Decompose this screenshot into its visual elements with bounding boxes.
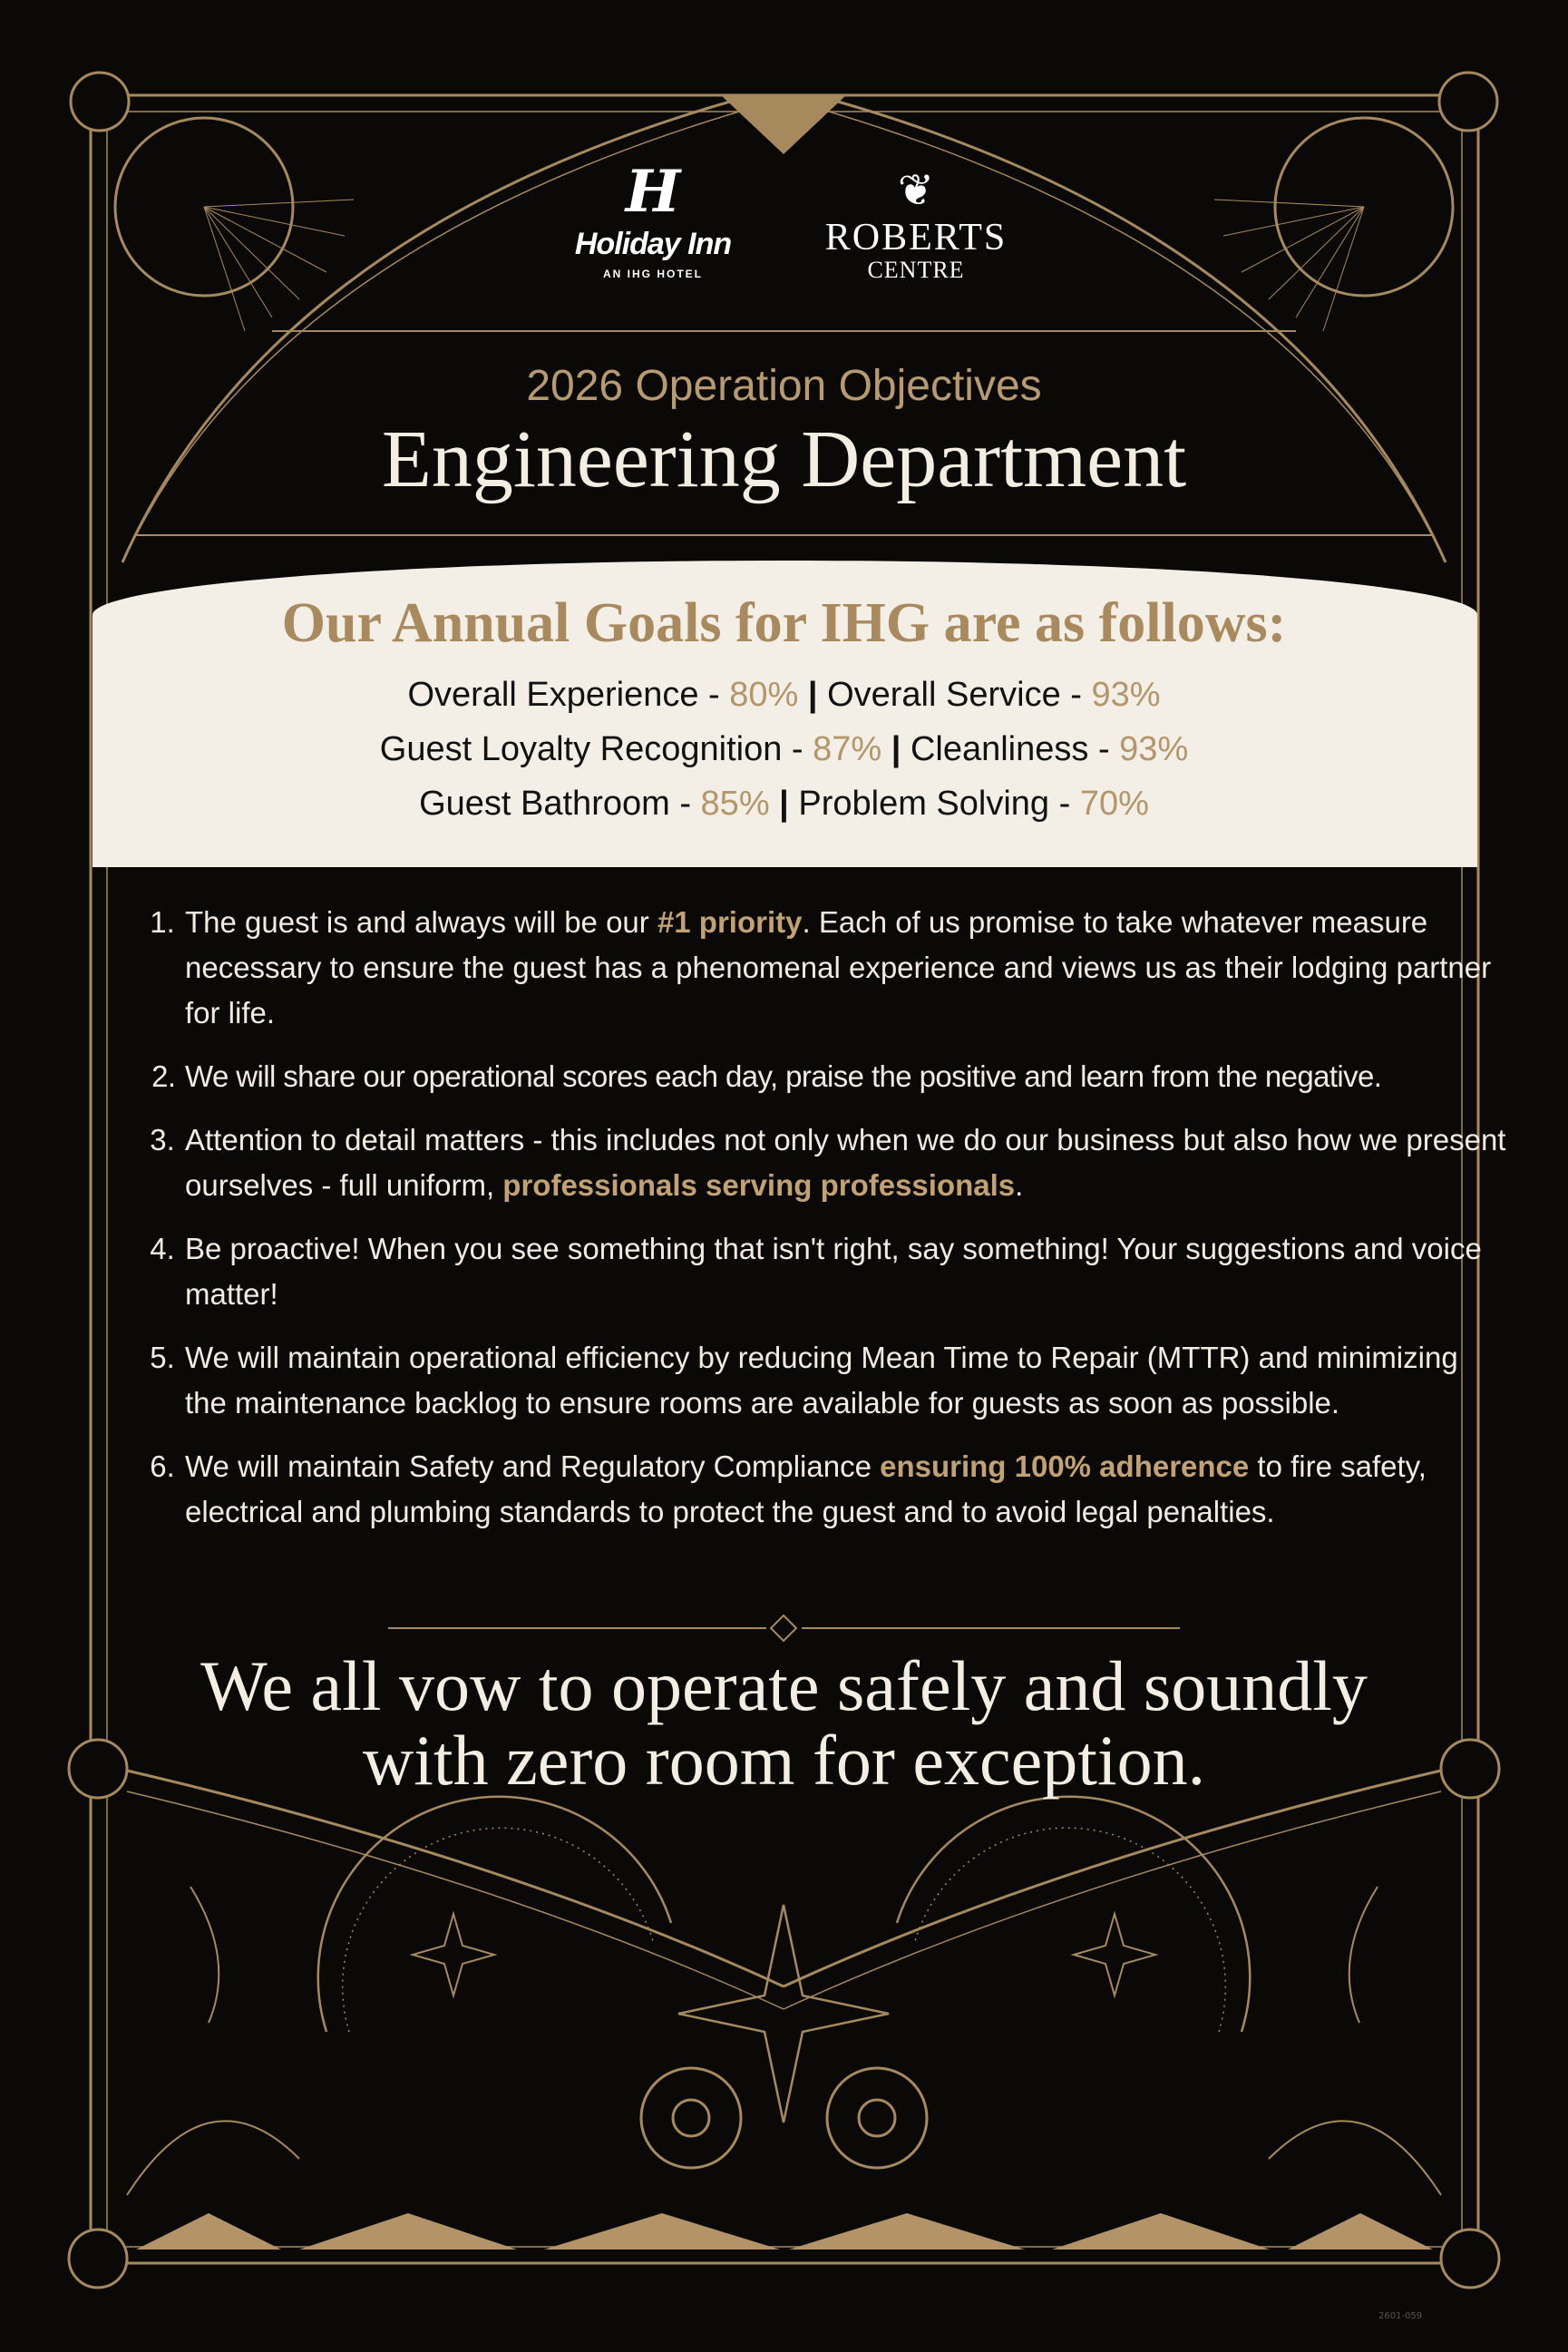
roberts-centre-flower-icon: ❦ [897, 165, 935, 216]
goal-separator: | [779, 785, 789, 823]
list-item: 4. Be proactive! When you see something that isn't right, say something! Your suggestions and voice matter! [183, 1226, 1507, 1317]
list-item: 1. The guest is and always will be our #1 priority. Each of us promise to take whatever measure necessary to ensure the guest has a phenomenal experience and views us as their lodging partner for life. [183, 900, 1507, 1036]
footer-code: 2601-059 [1378, 2311, 1423, 2321]
goal-label: Problem Solving - [798, 785, 1080, 823]
objectives-list [136, 900, 1507, 1553]
holiday-inn-subtitle: AN IHG HOTEL [603, 268, 703, 280]
vow-statement [0, 1646, 1568, 1800]
list-item: 5. We will maintain operational efficiency by reducing Mean Time to Repair (MTTR) and minimizing the maintenance backlog to ensure rooms are available for guests as soon as possible. [183, 1335, 1507, 1426]
goal-value: 85% [700, 785, 770, 823]
page-title: Engineering Department [381, 415, 1187, 504]
goal-value: 93% [1091, 676, 1161, 714]
list-item: 2. We will share our operational scores each day, praise the positive and learn from the negative. [183, 1054, 1507, 1099]
goal-value: 93% [1119, 730, 1189, 768]
goal-value: 80% [729, 676, 799, 714]
goal-separator: | [807, 676, 818, 714]
vow-line-1: We all vow to operate safely and soundly [200, 1646, 1368, 1725]
list-item: 6. We will maintain Safety and Regulatory Compliance ensuring 100% adherence to fire safety, electrical and plumbing standards to protect the guest and to avoid legal penalties. [183, 1444, 1507, 1535]
goal-separator: | [891, 730, 901, 768]
page-subtitle: 2026 Operation Objectives [526, 362, 1042, 410]
roberts-centre-logo [798, 163, 1034, 283]
goal-value: 70% [1079, 785, 1149, 823]
roberts-centre-name: ROBERTS [824, 217, 1008, 259]
list-item: 3. Attention to detail matters - this includes not only when we do our business but also how we present ourselves - full uniform, professionals serving professionals. [183, 1117, 1507, 1208]
goal-value: 87% [813, 730, 882, 768]
goal-label: Cleanliness - [910, 730, 1120, 768]
goal-row [0, 730, 1568, 769]
goal-label: Guest Loyalty Recognition - [379, 730, 813, 768]
holiday-inn-logo [544, 158, 762, 280]
goal-label: Guest Bathroom - [419, 785, 701, 823]
roberts-centre-subtitle: CENTRE [867, 257, 965, 283]
holiday-inn-h-icon: H [625, 158, 681, 226]
vow-line-2: with zero room for exception. [362, 1721, 1206, 1800]
goals-heading: Our Annual Goals for IHG are as follows: [281, 592, 1287, 654]
goal-row [0, 676, 1568, 715]
goal-row [0, 785, 1568, 824]
holiday-inn-name: Holiday Inn [574, 227, 732, 261]
goal-label: Overall Service - [827, 676, 1092, 714]
goal-label: Overall Experience - [407, 676, 730, 714]
